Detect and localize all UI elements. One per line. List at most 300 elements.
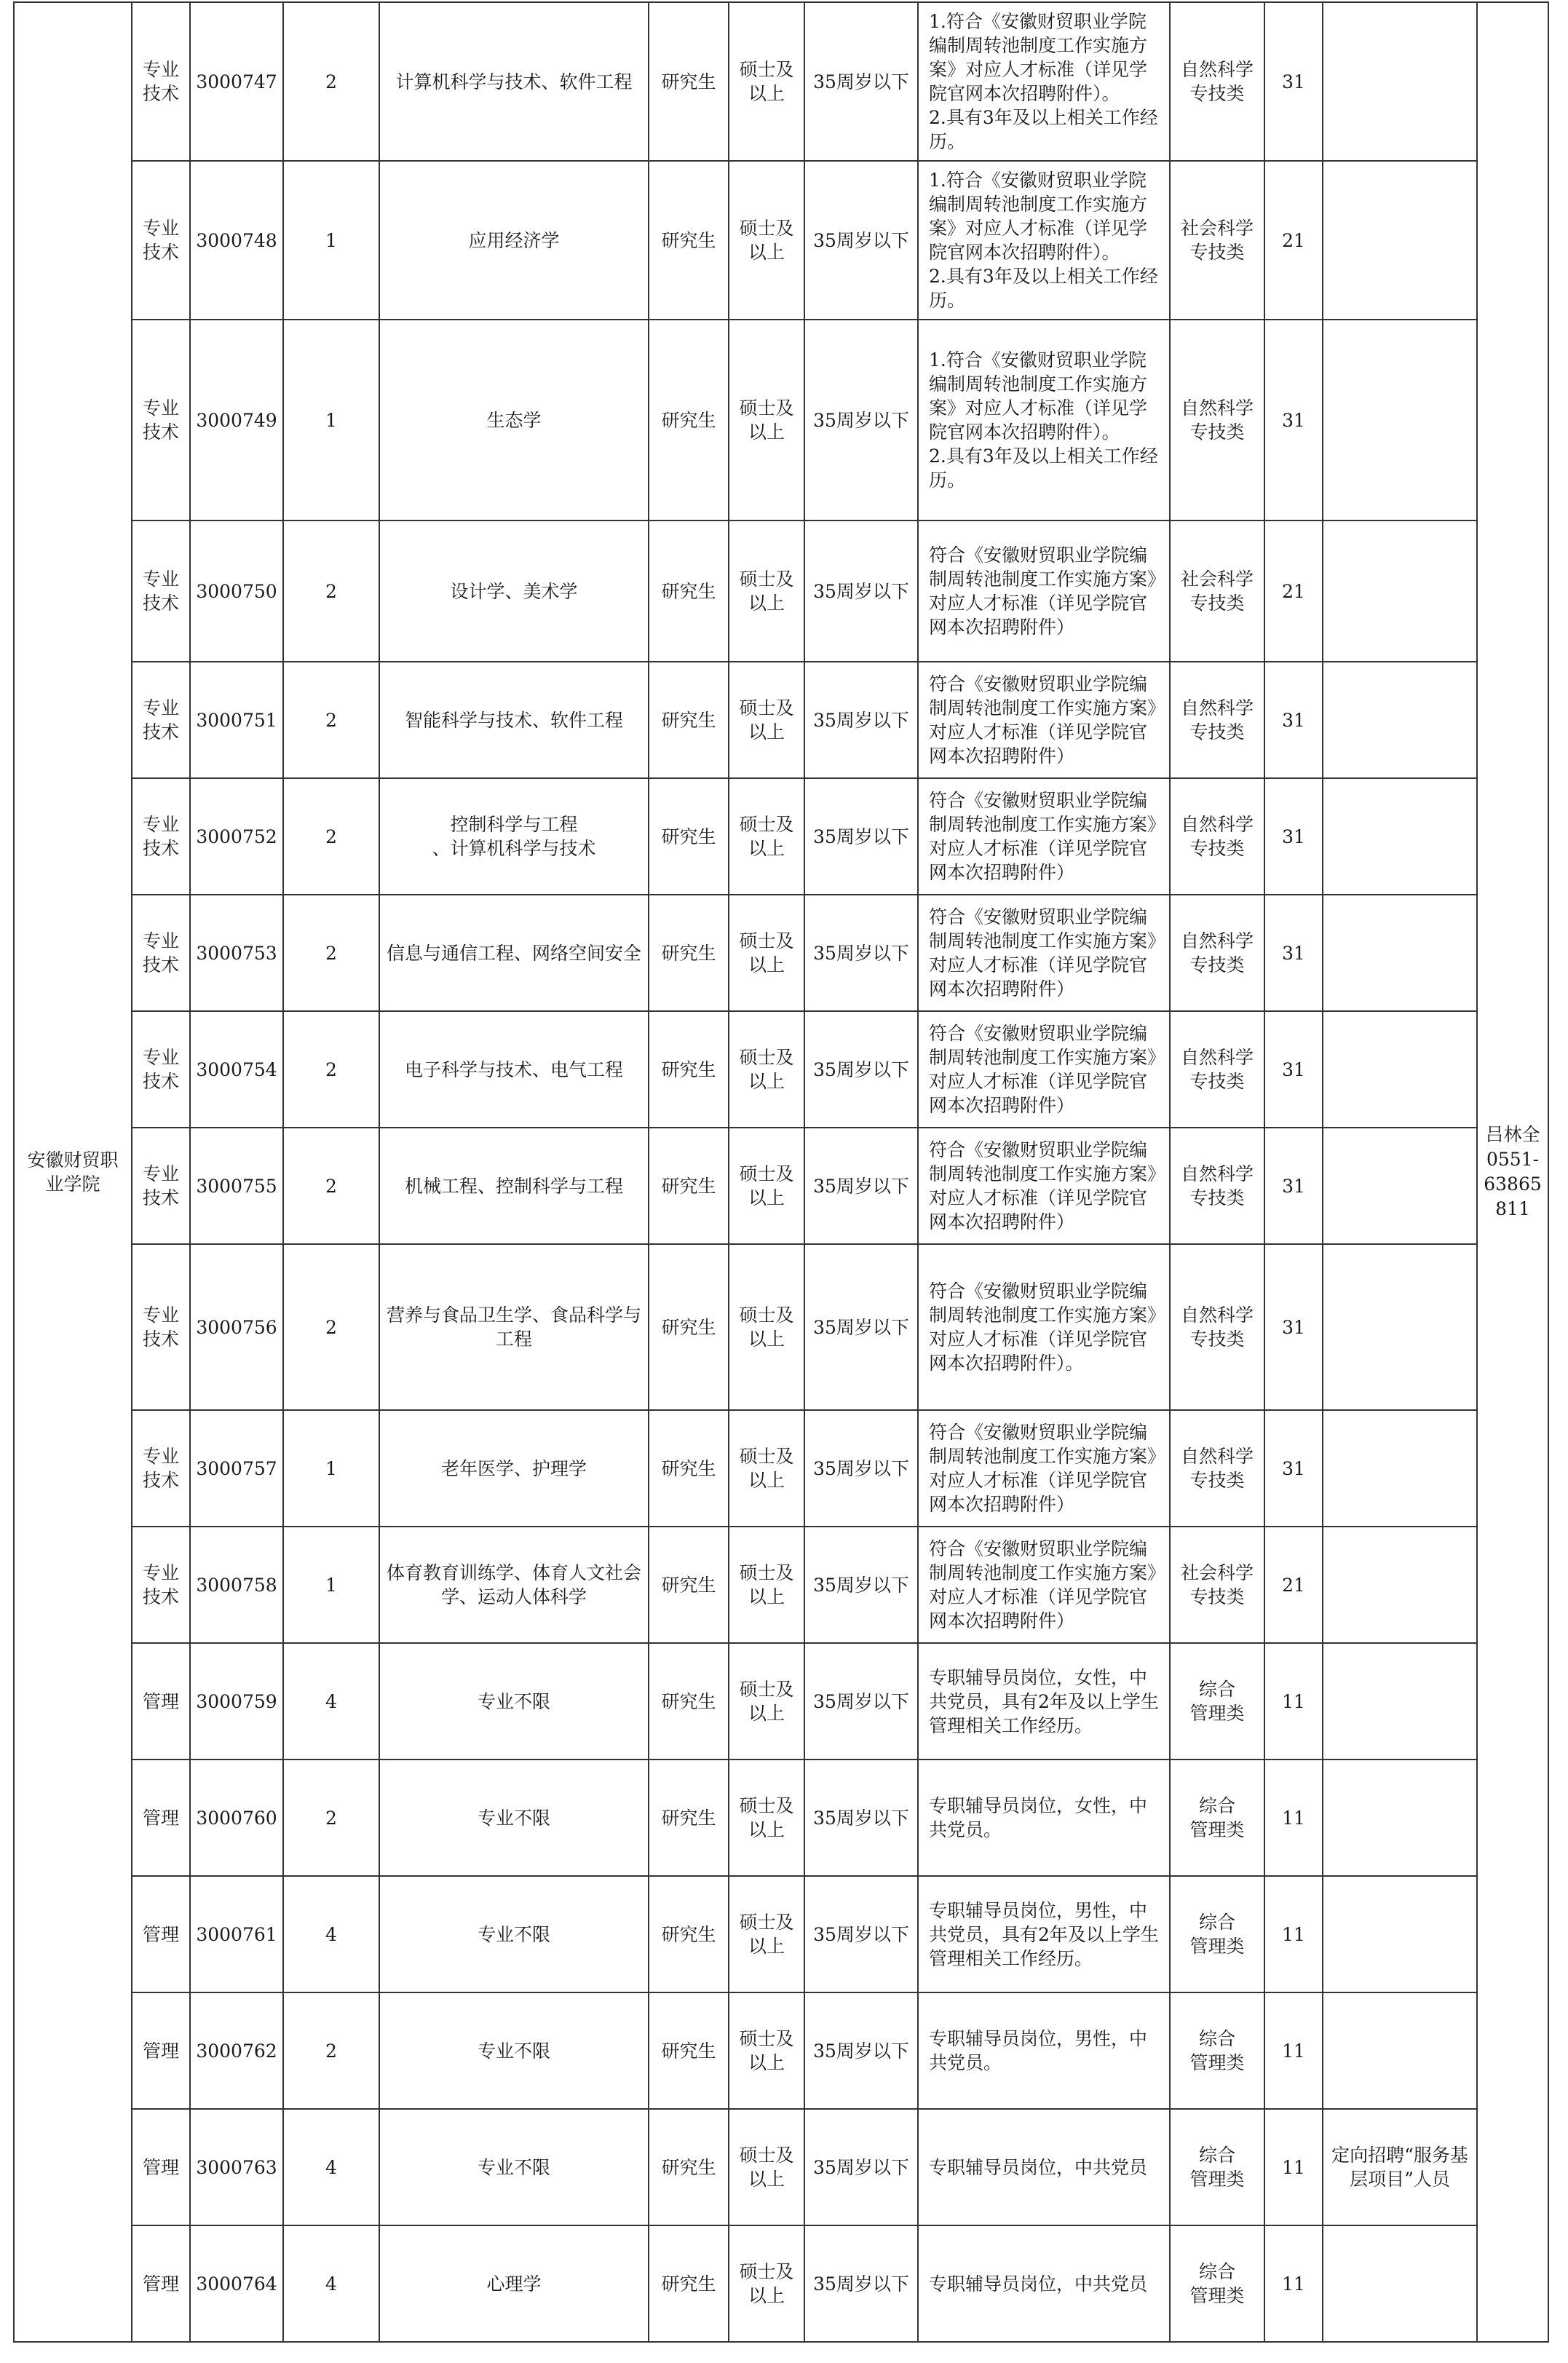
- recruitment-table: [13, 1, 1549, 2343]
- note-cell: [1323, 1128, 1477, 1244]
- requirement-cell-text: 专职辅导员岗位，男性，中共党员。: [929, 2028, 1148, 2073]
- contact-cell: [1477, 2, 1548, 2342]
- age-cell-text: 35周岁以下: [813, 1316, 909, 1338]
- headcount-cell-text: 4: [325, 1690, 337, 1712]
- exam-code-cell-text: 11: [1282, 2273, 1305, 2295]
- table-row: [14, 895, 1548, 1011]
- education-cell-text: 研究生: [661, 71, 716, 92]
- major-cell: [379, 2, 649, 161]
- degree-cell: [729, 1992, 804, 2109]
- education-cell-text: 研究生: [661, 1574, 716, 1596]
- position-code-cell: [190, 1876, 283, 1992]
- requirement-cell: [918, 1410, 1170, 1527]
- note-cell: [1323, 320, 1477, 521]
- exam-code-cell: [1264, 2, 1323, 161]
- age-cell-text: 35周岁以下: [813, 1923, 909, 1945]
- table-row: [14, 1876, 1548, 1992]
- requirement-cell-text: 1.符合《安徽财贸职业学院编制周转池制度工作实施方案》对应人才标准（详见学院官网本次招聘附件）。 2.具有3年及以上相关工作经历。: [929, 11, 1158, 152]
- table-row: [14, 1992, 1548, 2109]
- headcount-cell: [283, 1876, 379, 1992]
- position-category-cell: [132, 1876, 190, 1992]
- note-cell-text: 定向招聘“服务基层项目”人员: [1331, 2145, 1468, 2190]
- major-cell: [379, 1992, 649, 2109]
- table-row: [14, 1011, 1548, 1128]
- requirement-cell: [918, 1244, 1170, 1410]
- table-row: [14, 778, 1548, 895]
- age-cell-text: 35周岁以下: [813, 1807, 909, 1829]
- position-category-cell-text: 专业 技术: [142, 397, 179, 443]
- degree-cell: [729, 662, 804, 778]
- note-cell: [1323, 1760, 1477, 1876]
- major-cell: [379, 1128, 649, 1244]
- age-cell: [804, 2, 918, 161]
- major-cell-text: 控制科学与工程 、计算机科学与技术: [432, 814, 596, 859]
- position-code-cell-text: 3000749: [196, 409, 277, 431]
- note-cell: [1323, 1527, 1477, 1643]
- education-cell-text: 研究生: [661, 1175, 716, 1197]
- education-cell: [649, 521, 729, 662]
- position-category-cell: [132, 1992, 190, 2109]
- headcount-cell: [283, 662, 379, 778]
- headcount-cell-text: 1: [325, 1457, 337, 1479]
- exam-category-cell-text: 自然科学 专技类: [1180, 1305, 1254, 1350]
- degree-cell: [729, 1527, 804, 1643]
- position-code-cell-text: 3000750: [196, 580, 277, 602]
- headcount-cell: [283, 1527, 379, 1643]
- exam-category-cell: [1170, 895, 1264, 1011]
- degree-cell-text: 硕士及 以上: [739, 569, 794, 614]
- note-cell: [1323, 2, 1477, 161]
- position-code-cell: [190, 1244, 283, 1410]
- position-category-cell-text: 管理: [142, 2156, 179, 2178]
- position-category-cell-text: 管理: [142, 1923, 179, 1945]
- exam-category-cell: [1170, 1128, 1264, 1244]
- position-category-cell-text: 专业 技术: [142, 569, 179, 614]
- education-cell: [649, 895, 729, 1011]
- education-cell: [649, 1244, 729, 1410]
- exam-code-cell-text: 31: [1282, 709, 1305, 731]
- headcount-cell-text: 2: [325, 2040, 337, 2062]
- exam-category-cell: [1170, 1527, 1264, 1643]
- education-cell-text: 研究生: [661, 229, 716, 251]
- headcount-cell-text: 4: [325, 2156, 337, 2178]
- headcount-cell-text: 2: [325, 1316, 337, 1338]
- age-cell-text: 35周岁以下: [813, 942, 909, 964]
- exam-code-cell-text: 21: [1282, 229, 1305, 251]
- age-cell: [804, 1643, 918, 1760]
- table-row: [14, 320, 1548, 521]
- headcount-cell: [283, 1760, 379, 1876]
- age-cell-text: 35周岁以下: [813, 1058, 909, 1080]
- requirement-cell: [918, 2225, 1170, 2342]
- requirement-cell-text: 符合《安徽财贸职业学院编制周转池制度工作实施方案》对应人才标准（详见学院官网本次招聘附件）: [929, 1139, 1157, 1232]
- position-category-cell-text: 专业 技术: [142, 814, 179, 859]
- requirement-cell: [918, 1876, 1170, 1992]
- position-category-cell: [132, 2, 190, 161]
- major-cell: [379, 1643, 649, 1760]
- headcount-cell-text: 2: [325, 1807, 337, 1829]
- major-cell-text: 老年医学、护理学: [440, 1457, 587, 1479]
- position-category-cell: [132, 2109, 190, 2225]
- age-cell: [804, 1128, 918, 1244]
- major-cell: [379, 895, 649, 1011]
- exam-code-cell: [1264, 161, 1323, 320]
- degree-cell: [729, 2, 804, 161]
- position-category-cell: [132, 1410, 190, 1527]
- exam-category-cell: [1170, 1760, 1264, 1876]
- position-code-cell: [190, 1011, 283, 1128]
- major-cell-text: 应用经济学: [468, 229, 560, 251]
- table-row: [14, 662, 1548, 778]
- exam-category-cell-text: 自然科学 专技类: [1180, 59, 1254, 104]
- exam-category-cell-text: 综合 管理类: [1189, 1679, 1245, 1724]
- exam-code-cell: [1264, 2109, 1323, 2225]
- degree-cell: [729, 895, 804, 1011]
- position-code-cell: [190, 662, 283, 778]
- education-cell-text: 研究生: [661, 1457, 716, 1479]
- degree-cell-text: 硕士及 以上: [739, 59, 794, 104]
- headcount-cell: [283, 2225, 379, 2342]
- headcount-cell-text: 2: [325, 826, 337, 847]
- education-cell: [649, 1128, 729, 1244]
- requirement-cell-text: 专职辅导员岗位，男性，中共党员，具有2年及以上学生管理相关工作经历。: [929, 1899, 1159, 1969]
- position-category-cell: [132, 662, 190, 778]
- position-code-cell: [190, 1410, 283, 1527]
- position-code-cell-text: 3000755: [196, 1175, 277, 1197]
- table-row: [14, 1128, 1548, 1244]
- degree-cell-text: 硕士及 以上: [739, 1305, 794, 1350]
- age-cell: [804, 1244, 918, 1410]
- position-code-cell-text: 3000753: [196, 942, 277, 964]
- table-row: [14, 2109, 1548, 2225]
- exam-category-cell: [1170, 1011, 1264, 1128]
- exam-category-cell-text: 自然科学 专技类: [1180, 697, 1254, 743]
- exam-category-cell: [1170, 1643, 1264, 1760]
- age-cell-text: 35周岁以下: [813, 1574, 909, 1596]
- degree-cell: [729, 2109, 804, 2225]
- education-cell-text: 研究生: [661, 1807, 716, 1829]
- requirement-cell-text: 符合《安徽财贸职业学院编制周转池制度工作实施方案》对应人才标准（详见学院官网本次招聘附件）: [929, 1422, 1157, 1515]
- headcount-cell: [283, 1128, 379, 1244]
- age-cell-text: 35周岁以下: [813, 71, 909, 92]
- major-cell-text: 体育教育训练学、体育人文社会学、运动人体科学: [386, 1562, 641, 1607]
- education-cell: [649, 320, 729, 521]
- age-cell: [804, 1011, 918, 1128]
- position-category-cell: [132, 778, 190, 895]
- degree-cell-text: 硕士及 以上: [739, 814, 794, 859]
- requirement-cell-text: 符合《安徽财贸职业学院编制周转池制度工作实施方案》对应人才标准（详见学院官网本次招聘附件）: [929, 545, 1157, 638]
- major-cell: [379, 1410, 649, 1527]
- headcount-cell-text: 4: [325, 2273, 337, 2295]
- table-row: [14, 2225, 1548, 2342]
- degree-cell: [729, 1760, 804, 1876]
- position-category-cell: [132, 1643, 190, 1760]
- major-cell: [379, 161, 649, 320]
- headcount-cell: [283, 1643, 379, 1760]
- position-category-cell-text: 专业 技术: [142, 697, 179, 743]
- degree-cell-text: 硕士及 以上: [739, 397, 794, 443]
- degree-cell: [729, 1244, 804, 1410]
- degree-cell: [729, 1643, 804, 1760]
- exam-category-cell-text: 社会科学 专技类: [1180, 1562, 1254, 1607]
- exam-code-cell: [1264, 2225, 1323, 2342]
- degree-cell: [729, 320, 804, 521]
- major-cell-text: 设计学、美术学: [450, 580, 578, 602]
- exam-category-cell: [1170, 1876, 1264, 1992]
- education-cell: [649, 1527, 729, 1643]
- requirement-cell-text: 符合《安徽财贸职业学院编制周转池制度工作实施方案》对应人才标准（详见学院官网本次招聘附件）。: [929, 1281, 1157, 1374]
- position-code-cell: [190, 895, 283, 1011]
- position-code-cell: [190, 161, 283, 320]
- requirement-cell-text: 符合《安徽财贸职业学院编制周转池制度工作实施方案》对应人才标准（详见学院官网本次招聘附件）: [929, 906, 1157, 1000]
- exam-category-cell: [1170, 778, 1264, 895]
- headcount-cell: [283, 1992, 379, 2109]
- age-cell: [804, 2225, 918, 2342]
- exam-code-cell: [1264, 778, 1323, 895]
- position-category-cell-text: 专业 技术: [142, 1047, 179, 1092]
- position-code-cell: [190, 521, 283, 662]
- position-category-cell: [132, 2225, 190, 2342]
- major-cell: [379, 1244, 649, 1410]
- major-cell: [379, 320, 649, 521]
- requirement-cell-text: 专职辅导员岗位，女性，中共党员。: [929, 1795, 1148, 1840]
- major-cell-text: 心理学: [486, 2273, 542, 2295]
- requirement-cell: [918, 1527, 1170, 1643]
- age-cell: [804, 521, 918, 662]
- exam-category-cell: [1170, 1244, 1264, 1410]
- note-cell: [1323, 1244, 1477, 1410]
- position-category-cell: [132, 161, 190, 320]
- requirement-cell: [918, 778, 1170, 895]
- major-cell: [379, 521, 649, 662]
- education-cell: [649, 1410, 729, 1527]
- position-code-cell-text: 3000762: [196, 2040, 277, 2062]
- contact-cell-text: 吕林全 0551- 63865811: [1484, 1124, 1542, 1219]
- position-code-cell: [190, 1760, 283, 1876]
- requirement-cell-text: 1.符合《安徽财贸职业学院编制周转池制度工作实施方案》对应人才标准（详见学院官网本次招聘附件）。 2.具有3年及以上相关工作经历。: [929, 349, 1158, 491]
- exam-category-cell-text: 自然科学 专技类: [1180, 1446, 1254, 1491]
- major-cell-text: 专业不限: [477, 1923, 550, 1945]
- position-code-cell-text: 3000760: [196, 1807, 277, 1829]
- exam-code-cell-text: 31: [1282, 1316, 1305, 1338]
- position-code-cell: [190, 1992, 283, 2109]
- position-category-cell-text: 管理: [142, 2040, 179, 2062]
- exam-category-cell-text: 综合 管理类: [1189, 1795, 1245, 1840]
- major-cell-text: 信息与通信工程、网络空间安全: [386, 942, 641, 964]
- exam-category-cell: [1170, 2109, 1264, 2225]
- education-cell-text: 研究生: [661, 709, 716, 731]
- position-code-cell: [190, 2109, 283, 2225]
- exam-code-cell-text: 11: [1282, 2156, 1305, 2178]
- major-cell-text: 电子科学与技术、电气工程: [404, 1058, 623, 1080]
- headcount-cell: [283, 521, 379, 662]
- age-cell-text: 35周岁以下: [813, 1690, 909, 1712]
- exam-code-cell: [1264, 1992, 1323, 2109]
- degree-cell-text: 硕士及 以上: [739, 1795, 794, 1840]
- requirement-cell: [918, 1128, 1170, 1244]
- headcount-cell: [283, 1011, 379, 1128]
- position-code-cell-text: 3000754: [196, 1058, 277, 1080]
- requirement-cell-text: 符合《安徽财贸职业学院编制周转池制度工作实施方案》对应人才标准（详见学院官网本次招聘附件）: [929, 1023, 1157, 1116]
- exam-code-cell: [1264, 662, 1323, 778]
- position-code-cell-text: 3000756: [196, 1316, 277, 1338]
- note-cell: [1323, 2225, 1477, 2342]
- requirement-cell-text: 符合《安徽财贸职业学院编制周转池制度工作实施方案》对应人才标准（详见学院官网本次招聘附件）: [929, 790, 1157, 883]
- exam-category-cell-text: 自然科学 专技类: [1180, 814, 1254, 859]
- exam-code-cell-text: 11: [1282, 1690, 1305, 1712]
- position-category-cell: [132, 1527, 190, 1643]
- major-cell: [379, 2109, 649, 2225]
- note-cell: [1323, 895, 1477, 1011]
- age-cell: [804, 662, 918, 778]
- requirement-cell: [918, 2, 1170, 161]
- exam-category-cell-text: 综合 管理类: [1189, 2145, 1245, 2190]
- age-cell-text: 35周岁以下: [813, 2156, 909, 2178]
- headcount-cell: [283, 1410, 379, 1527]
- headcount-cell-text: 1: [325, 229, 337, 251]
- degree-cell: [729, 1128, 804, 1244]
- education-cell: [649, 1876, 729, 1992]
- major-cell: [379, 1876, 649, 1992]
- age-cell: [804, 778, 918, 895]
- education-cell: [649, 778, 729, 895]
- exam-category-cell-text: 综合 管理类: [1189, 2028, 1245, 2073]
- exam-code-cell: [1264, 1876, 1323, 1992]
- major-cell: [379, 1527, 649, 1643]
- major-cell-text: 专业不限: [477, 1690, 550, 1712]
- table-body: [14, 2, 1548, 2342]
- exam-category-cell: [1170, 1410, 1264, 1527]
- position-code-cell: [190, 2, 283, 161]
- education-cell-text: 研究生: [661, 2273, 716, 2295]
- degree-cell-text: 硕士及 以上: [739, 1446, 794, 1491]
- position-category-cell: [132, 1128, 190, 1244]
- exam-category-cell-text: 综合 管理类: [1189, 1912, 1245, 1957]
- exam-category-cell: [1170, 2, 1264, 161]
- position-category-cell-text: 专业 技术: [142, 59, 179, 104]
- major-cell-text: 专业不限: [477, 2040, 550, 2062]
- exam-code-cell: [1264, 320, 1323, 521]
- major-cell: [379, 2225, 649, 2342]
- exam-code-cell: [1264, 895, 1323, 1011]
- position-category-cell: [132, 1760, 190, 1876]
- age-cell-text: 35周岁以下: [813, 1175, 909, 1197]
- major-cell: [379, 662, 649, 778]
- age-cell: [804, 161, 918, 320]
- position-category-cell-text: 管理: [142, 1690, 179, 1712]
- age-cell: [804, 1760, 918, 1876]
- exam-code-cell: [1264, 1244, 1323, 1410]
- education-cell-text: 研究生: [661, 1058, 716, 1080]
- major-cell-text: 生态学: [486, 409, 542, 431]
- education-cell: [649, 1643, 729, 1760]
- position-code-cell: [190, 1527, 283, 1643]
- education-cell-text: 研究生: [661, 2040, 716, 2062]
- position-category-cell-text: 专业 技术: [142, 930, 179, 975]
- exam-code-cell-text: 21: [1282, 580, 1305, 602]
- education-cell-text: 研究生: [661, 580, 716, 602]
- education-cell: [649, 1760, 729, 1876]
- education-cell: [649, 2225, 729, 2342]
- major-cell: [379, 1011, 649, 1128]
- exam-category-cell: [1170, 320, 1264, 521]
- headcount-cell: [283, 895, 379, 1011]
- table-row: [14, 1410, 1548, 1527]
- exam-category-cell: [1170, 2225, 1264, 2342]
- unit-cell-text: 安徽财贸职业学院: [27, 1149, 119, 1195]
- exam-category-cell-text: 社会科学 专技类: [1180, 569, 1254, 614]
- degree-cell-text: 硕士及 以上: [739, 930, 794, 975]
- headcount-cell: [283, 320, 379, 521]
- exam-category-cell: [1170, 521, 1264, 662]
- position-code-cell: [190, 320, 283, 521]
- degree-cell: [729, 1011, 804, 1128]
- headcount-cell: [283, 2109, 379, 2225]
- requirement-cell: [918, 1760, 1170, 1876]
- education-cell-text: 研究生: [661, 1923, 716, 1945]
- age-cell-text: 35周岁以下: [813, 826, 909, 847]
- position-category-cell-text: 专业 技术: [142, 1305, 179, 1350]
- degree-cell-text: 硕士及 以上: [739, 2028, 794, 2073]
- major-cell: [379, 1760, 649, 1876]
- exam-code-cell-text: 11: [1282, 2040, 1305, 2062]
- degree-cell: [729, 1876, 804, 1992]
- exam-category-cell: [1170, 662, 1264, 778]
- exam-category-cell-text: 自然科学 专技类: [1180, 397, 1254, 443]
- education-cell: [649, 161, 729, 320]
- age-cell-text: 35周岁以下: [813, 229, 909, 251]
- note-cell: [1323, 1643, 1477, 1760]
- age-cell-text: 35周岁以下: [813, 580, 909, 602]
- education-cell-text: 研究生: [661, 1690, 716, 1712]
- requirement-cell: [918, 1011, 1170, 1128]
- note-cell: [1323, 1410, 1477, 1527]
- exam-code-cell-text: 31: [1282, 409, 1305, 431]
- table-row: [14, 2, 1548, 161]
- exam-code-cell: [1264, 1410, 1323, 1527]
- age-cell: [804, 1527, 918, 1643]
- age-cell-text: 35周岁以下: [813, 709, 909, 731]
- position-category-cell-text: 专业 技术: [142, 218, 179, 263]
- exam-code-cell-text: 31: [1282, 942, 1305, 964]
- exam-code-cell-text: 31: [1282, 71, 1305, 92]
- age-cell: [804, 895, 918, 1011]
- unit-cell: [14, 2, 132, 2342]
- degree-cell-text: 硕士及 以上: [739, 2261, 794, 2306]
- position-code-cell-text: 3000764: [196, 2273, 277, 2295]
- exam-code-cell-text: 11: [1282, 1923, 1305, 1945]
- position-category-cell-text: 专业 技术: [142, 1446, 179, 1491]
- education-cell: [649, 2109, 729, 2225]
- headcount-cell: [283, 2, 379, 161]
- position-category-cell-text: 管理: [142, 2273, 179, 2295]
- position-category-cell: [132, 1011, 190, 1128]
- education-cell: [649, 1992, 729, 2109]
- headcount-cell-text: 2: [325, 71, 337, 92]
- position-code-cell: [190, 1643, 283, 1760]
- requirement-cell-text: 1.符合《安徽财贸职业学院编制周转池制度工作实施方案》对应人才标准（详见学院官网本次招聘附件）。 2.具有3年及以上相关工作经历。: [929, 170, 1158, 311]
- age-cell-text: 35周岁以下: [813, 2040, 909, 2062]
- age-cell: [804, 1876, 918, 1992]
- requirement-cell: [918, 320, 1170, 521]
- degree-cell: [729, 521, 804, 662]
- degree-cell: [729, 161, 804, 320]
- position-code-cell-text: 3000752: [196, 826, 277, 847]
- degree-cell-text: 硕士及 以上: [739, 1912, 794, 1957]
- position-code-cell-text: 3000748: [196, 229, 277, 251]
- note-cell: [1323, 1011, 1477, 1128]
- position-code-cell-text: 3000747: [196, 71, 277, 92]
